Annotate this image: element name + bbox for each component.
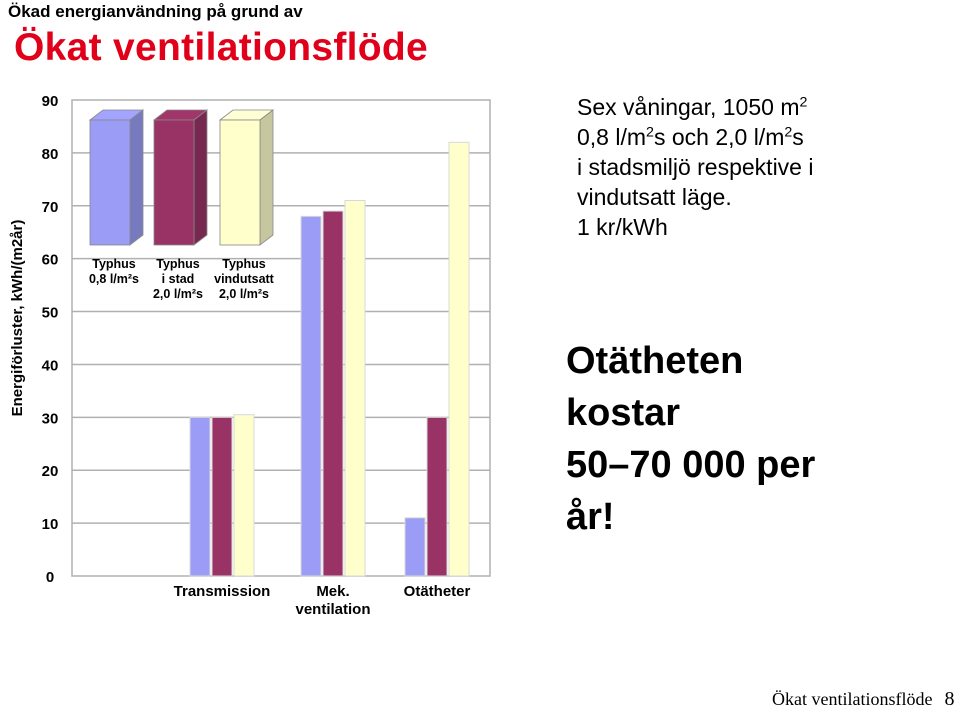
punchline [566, 335, 815, 543]
info-line-4: vindutsatt läge. [577, 184, 732, 210]
y-tick-label: 50 [41, 304, 59, 322]
y-tick-label: 90 [41, 93, 59, 110]
info-line-1: Sex våningar, 1050 $m^2$ [577, 94, 808, 120]
punchline-line-3: 50–70 000 per [566, 444, 816, 486]
punchline-line-4: år! [566, 496, 615, 538]
punchline-line-1: Otätheten [566, 340, 744, 382]
bar-1-series-2 [212, 417, 232, 576]
legend-label: 2,0 l/m²s [152, 287, 204, 301]
legend-swatch-series-3 [220, 120, 260, 245]
bar-chart [0, 80, 560, 625]
bar-3-series-1 [405, 518, 425, 576]
legend-label: Typhus [92, 257, 136, 271]
legend-label: i stad [161, 272, 195, 286]
x-category-label: Mek. [316, 583, 350, 600]
y-axis-label: Energiförluster, kWh/(m2år) [9, 219, 26, 417]
legend-label: Typhus [222, 257, 266, 271]
legend-prism-side [130, 110, 143, 245]
y-tick-label: 10 [41, 516, 59, 534]
info-text [577, 92, 813, 242]
legend-prism-side [260, 110, 273, 245]
legend-label: 0,8 l/m²s [88, 272, 140, 286]
bar-2-series-3 [345, 200, 365, 576]
y-tick-label: 40 [41, 357, 59, 375]
legend-label: Typhus [156, 257, 200, 271]
slide-supertitle: Ökad energianvändning på grund av [8, 2, 303, 21]
bar-3-series-2 [427, 417, 447, 576]
bar-1-series-3 [234, 415, 254, 576]
bar-3-series-3 [449, 142, 469, 576]
legend-label: vindutsatt [214, 272, 274, 286]
footer [772, 688, 954, 711]
bar-1-series-1 [190, 417, 210, 576]
punchline-line-2: kostar [566, 392, 681, 434]
x-category-label: Transmission [173, 583, 271, 600]
y-tick-label: 60 [41, 251, 59, 269]
page-number: 8 [944, 688, 955, 710]
slide-title: Ökat ventilationsflöde [14, 26, 429, 69]
x-category-label: ventilation [295, 601, 371, 618]
y-tick-label: 30 [41, 410, 59, 428]
legend-prism-side [194, 110, 207, 245]
legend-swatch-series-1 [90, 120, 130, 245]
legend-label: 2,0 l/m²s [218, 287, 270, 301]
y-tick-label: 70 [41, 198, 59, 216]
legend-swatch-series-2 [154, 120, 194, 245]
info-line-5: 1 kr/kWh [577, 214, 668, 240]
info-line-3: i stadsmiljö respektive i [577, 154, 814, 180]
y-tick-label: 80 [41, 145, 59, 163]
footer-text: Ökat ventilationsflöde [772, 689, 933, 709]
bar-2-series-2 [323, 211, 343, 576]
bar-2-series-1 [301, 216, 321, 576]
x-category-label: Otätheter [403, 583, 471, 600]
info-line-2: 0,8 $l/m^2s$ och 2,0 $l/m^2s$ [577, 124, 804, 150]
y-tick-label: 0 [45, 569, 55, 586]
y-tick-label: 20 [41, 463, 59, 481]
